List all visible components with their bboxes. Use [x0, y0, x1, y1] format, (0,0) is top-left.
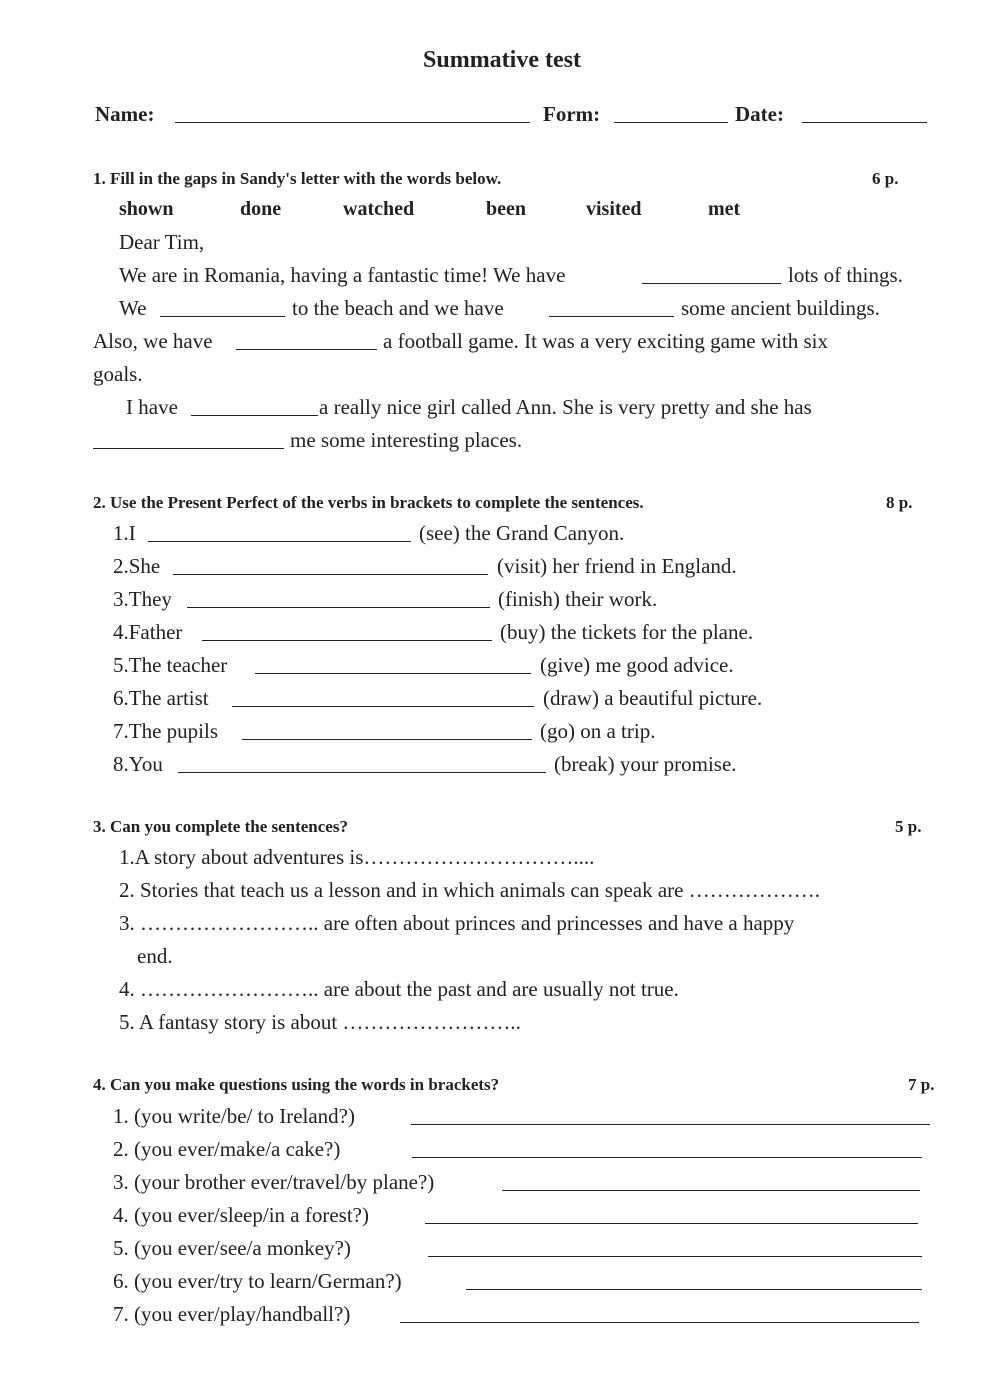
answer-blank[interactable]: [412, 1157, 922, 1158]
word-bank-item: visited: [586, 198, 642, 220]
letter-text: to the beach and we have: [292, 296, 504, 320]
gap-blank[interactable]: [236, 349, 377, 350]
exercise-prefix: 8.You: [113, 752, 163, 776]
question-prompt: 4. (you ever/sleep/in a forest?): [113, 1203, 369, 1227]
answer-blank[interactable]: [466, 1289, 922, 1290]
section-3-heading: 3. Can you complete the sentences?: [93, 817, 348, 836]
letter-greeting: Dear Tim,: [119, 230, 205, 254]
answer-blank[interactable]: [411, 1124, 930, 1125]
exercise-prefix: 2.She: [113, 554, 161, 578]
section-4-heading: 4. Can you make questions using the words in brackets?: [93, 1075, 500, 1094]
answer-blank[interactable]: [428, 1256, 922, 1257]
question-prompt: 1. (you write/be/ to Ireland?): [113, 1104, 355, 1128]
letter-text: lots of things.: [788, 263, 903, 287]
exercise-prefix: 1.I: [113, 521, 136, 545]
answer-blank[interactable]: [173, 574, 488, 575]
date-label: Date:: [735, 102, 784, 126]
letter-text: some ancient buildings.: [681, 296, 880, 320]
exercise-suffix: (see) the Grand Canyon.: [419, 521, 625, 545]
answer-blank[interactable]: [400, 1322, 919, 1323]
word-bank-item: been: [486, 198, 526, 220]
word-bank-item: met: [708, 198, 741, 220]
section-2-heading: 2. Use the Present Perfect of the verbs in brackets to complete the sentences.: [93, 493, 644, 512]
answer-blank[interactable]: [232, 706, 534, 707]
question-prompt: 3. (your brother ever/travel/by plane?): [113, 1170, 435, 1194]
exercise-suffix: (draw) a beautiful picture.: [543, 686, 763, 710]
exercise-suffix: (finish) their work.: [498, 587, 658, 611]
letter-text: Also, we have: [93, 329, 213, 353]
date-field[interactable]: [802, 122, 927, 123]
section-4-points: 7 p.: [908, 1075, 935, 1094]
sentence-item: 3. …………………….. are often about princes and princesses and have a happy: [119, 911, 795, 935]
letter-text: me some interesting places.: [290, 428, 523, 452]
answer-blank[interactable]: [202, 640, 492, 641]
letter-text: a really nice girl called Ann. She is very pretty and she has: [319, 395, 812, 419]
form-label: Form:: [543, 102, 601, 126]
page-title: Summative test: [423, 47, 581, 73]
question-prompt: 6. (you ever/try to learn/German?): [113, 1269, 402, 1293]
letter-text: I have: [126, 395, 178, 419]
exercise-prefix: 7.The pupils: [113, 719, 218, 743]
exercise-prefix: 5.The teacher: [113, 653, 228, 677]
name-label: Name:: [95, 102, 155, 126]
sentence-item: end.: [137, 944, 173, 968]
answer-blank[interactable]: [148, 541, 411, 542]
sentence-item: 5. A fantasy story is about ……………………..: [119, 1010, 521, 1034]
answer-blank[interactable]: [242, 739, 532, 740]
word-bank-item: done: [240, 198, 282, 220]
letter-text: a football game. It was a very exciting game with six: [383, 329, 828, 353]
answer-blank[interactable]: [187, 607, 490, 608]
sentence-item: 4. …………………….. are about the past and are usually not true.: [119, 977, 679, 1001]
section-1-points: 6 p.: [872, 169, 899, 188]
question-prompt: 2. (you ever/make/a cake?): [113, 1137, 341, 1161]
section-3-points: 5 p.: [895, 817, 922, 836]
question-prompt: 7. (you ever/play/handball?): [113, 1302, 351, 1326]
word-bank-item: watched: [343, 198, 415, 220]
exercise-suffix: (visit) her friend in England.: [497, 554, 737, 578]
sentence-item: 1.A story about adventures is…………………………....: [119, 845, 595, 869]
exercise-suffix: (break) your promise.: [554, 752, 737, 776]
exercise-suffix: (give) me good advice.: [540, 653, 734, 677]
exercise-prefix: 4.Father: [113, 620, 183, 644]
answer-blank[interactable]: [425, 1223, 918, 1224]
gap-blank[interactable]: [93, 448, 284, 449]
section-1-heading: 1. Fill in the gaps in Sandy's letter with the words below.: [93, 169, 502, 188]
word-bank-item: shown: [119, 198, 174, 220]
letter-text: goals.: [93, 362, 143, 386]
letter-text: We are in Romania, having a fantastic time! We have: [119, 263, 566, 287]
question-prompt: 5. (you ever/see/a monkey?): [113, 1236, 351, 1260]
exercise-suffix: (buy) the tickets for the plane.: [500, 620, 754, 644]
answer-blank[interactable]: [502, 1190, 920, 1191]
section-2-points: 8 p.: [886, 493, 913, 512]
gap-blank[interactable]: [642, 283, 781, 284]
sentence-item: 2. Stories that teach us a lesson and in which animals can speak are ……………….: [119, 878, 820, 902]
gap-blank[interactable]: [191, 415, 318, 416]
gap-blank[interactable]: [549, 316, 674, 317]
name-field[interactable]: [175, 122, 530, 123]
form-field[interactable]: [614, 122, 728, 123]
answer-blank[interactable]: [255, 673, 531, 674]
answer-blank[interactable]: [178, 772, 546, 773]
letter-text: We: [119, 296, 147, 320]
gap-blank[interactable]: [160, 316, 285, 317]
exercise-prefix: 6.The artist: [113, 686, 209, 710]
exercise-prefix: 3.They: [113, 587, 172, 611]
exercise-suffix: (go) on a trip.: [540, 719, 656, 743]
